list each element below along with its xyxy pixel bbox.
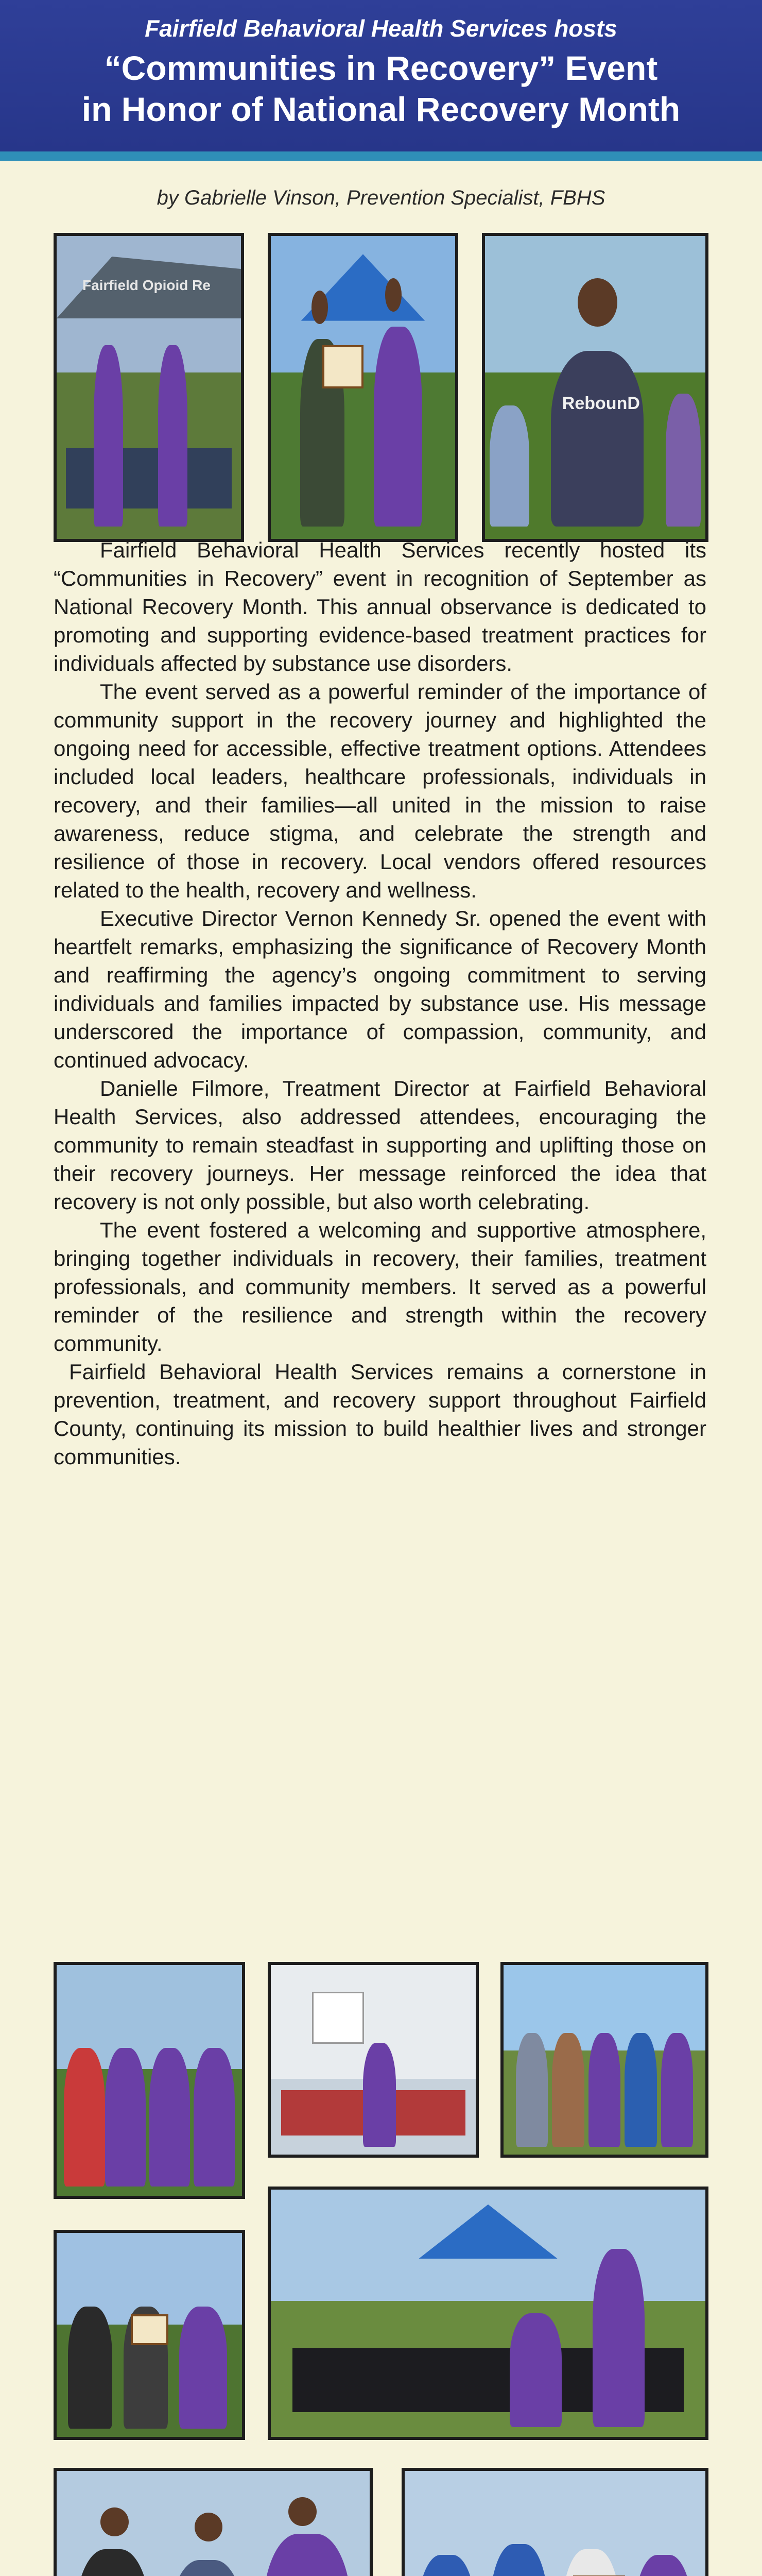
header-banner (0, 0, 762, 161)
photo-award-presentation-2 (402, 2468, 708, 2576)
article-paragraph: Fairfield Behavioral Health Services recently hosted its “Communities in Recovery” event in recognition of September as National Recovery Month. This annual observance is dedicated to promoting and supporting evidence-based treatment practices for individuals affected by substance use disorders. (54, 538, 706, 675)
photo-group-four-purple (54, 1962, 245, 2199)
title-line-2: in Honor of National Recovery Month (81, 90, 681, 128)
photo-three-men-plaque (54, 2230, 245, 2440)
article-body (54, 536, 706, 1471)
article-paragraph: Executive Director Vernon Kennedy Sr. opened the event with heartfelt remarks, emphasizing the significance of Recovery Month and reaffirming the agency’s ongoing commitment to serving individuals and families impacted by substance use. His message underscored the importance of compassion, community, and continued advocacy. (54, 906, 706, 1072)
shirt-text: RebounD (562, 393, 640, 413)
article-paragraph: The event fostered a welcoming and supportive atmosphere, bringing together individuals in recovery, their families, treatment professionals, and community members. It served as a powerful reminder of the resilience and strength within the recovery community. (54, 1218, 706, 1355)
article-paragraph: Danielle Filmore, Treatment Director at Fairfield Behavioral Health Services, also addressed attendees, encouraging the community to remain steadfast in supporting and uplifting those on their recovery journeys. Her message reinforced the idea that recovery is not only possible, but also worth celebrating. (54, 1076, 706, 1214)
photo-outreach-tent (54, 233, 244, 542)
header-kicker: Fairfield Behavioral Health Services hosts (145, 15, 617, 42)
photo-two-women-certificate (268, 233, 458, 542)
title-line-1: “Communities in Recovery” Event (104, 49, 658, 87)
photo-vendor-tables (268, 1962, 479, 2158)
tent-sign-text: Fairfield Opioid Re (82, 277, 211, 293)
article-paragraph: Fairfield Behavioral Health Services remains a cornerstone in prevention, treatment, and recovery support throughout Fairfield County, continuing its mission to build healthier lives and stronger communities. (54, 1360, 706, 1469)
page-title (0, 47, 762, 130)
photo-woman-rebound-shirt (482, 233, 708, 542)
photo-award-presentation-1 (54, 2468, 373, 2576)
photo-group-five-outdoor (500, 1962, 708, 2158)
byline: by Gabrielle Vinson, Prevention Specialist, FBHS (157, 187, 605, 209)
article-paragraph: The event served as a powerful reminder of the importance of community support in the recovery journey and highlighted the ongoing need for accessible, effective treatment options. Attendees included local leaders, healthcare professionals, individuals in recovery, and their families—all united in the mission to raise awareness, reduce stigma, and celebrate the strength and resilience of those in recovery. Local vendors offered resources related to the health, recovery and wellness. (54, 680, 706, 902)
photo-resource-table-wide (268, 2187, 708, 2440)
